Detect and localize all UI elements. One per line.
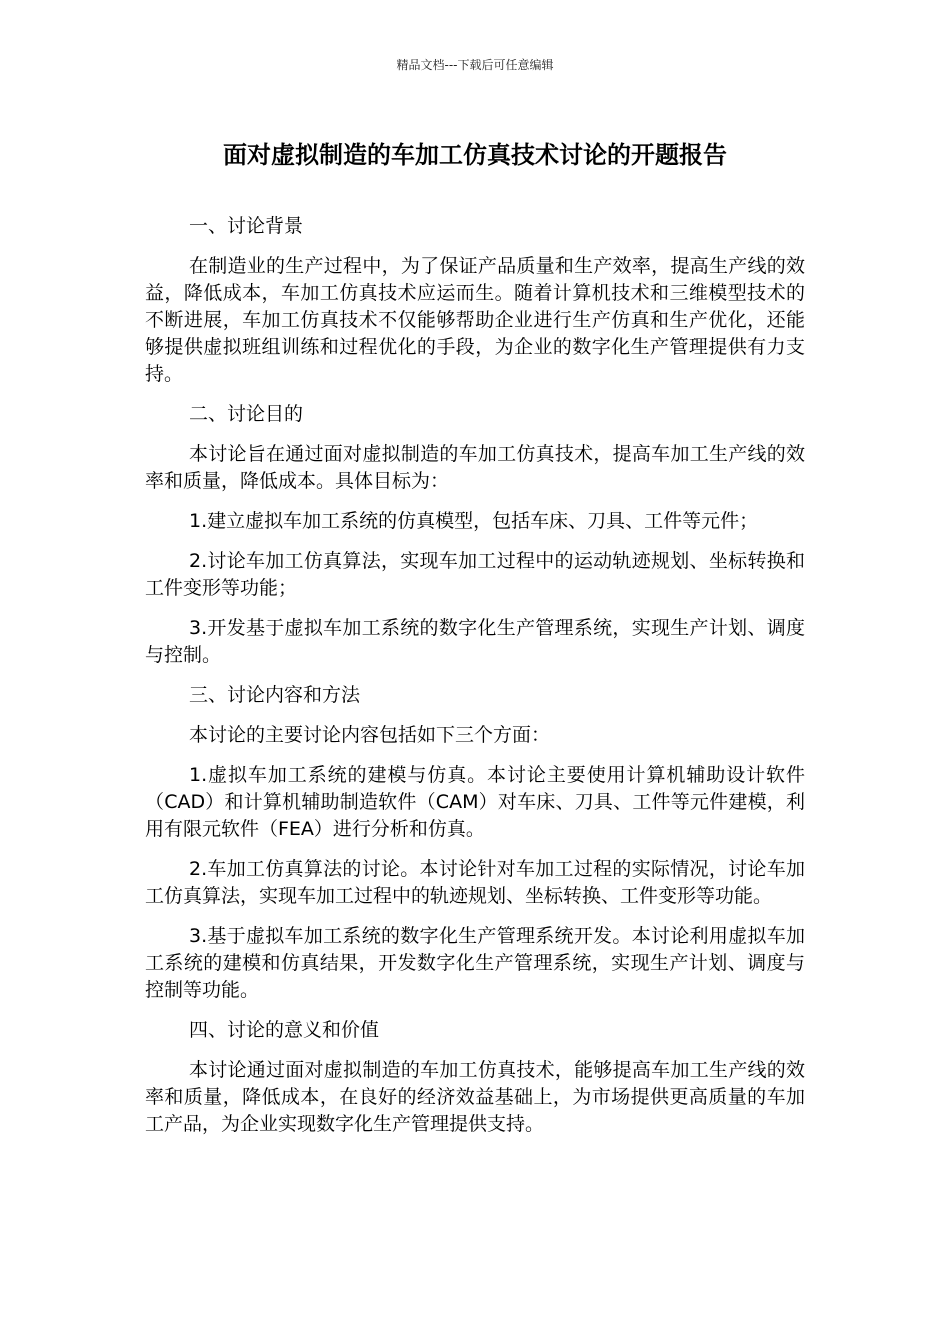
section-heading-significance: 四、讨论的意义和价值 [189,1019,380,1041]
purpose-goal-1: 1.建立虚拟车加工系统的仿真模型，包括车床、刀具、工件等元件； [189,510,759,532]
content-item-3: 3.基于虚拟车加工系统的数字化生产管理系统开发。本讨论利用虚拟车加工系统的建模和仿真结果，开发数字化生产管理系统，实现生产计划、调度与控制等功能。 [145,925,805,1001]
content-item-2: 2.车加工仿真算法的讨论。本讨论针对车加工过程的实际情况，讨论车加工仿真算法，实现车加工过程中的轨迹规划、坐标转换、工件变形等功能。 [145,858,805,907]
content-item-1: 1.虚拟车加工系统的建模与仿真。本讨论主要使用计算机辅助设计软件（CAD）和计算机辅助制造软件（CAM）对车床、刀具、工件等元件建模，利用有限元软件（FEA）进行分析和仿真。 [145,764,805,840]
document-title: 面对虚拟制造的车加工仿真技术讨论的开题报告 [223,141,727,169]
section-heading-purpose: 二、讨论目的 [189,403,304,425]
content-intro-paragraph: 本讨论的主要讨论内容包括如下三个方面： [189,724,551,746]
significance-paragraph: 本讨论通过面对虚拟制造的车加工仿真技术，能够提高车加工生产线的效率和质量，降低成本，在良好的经济效益基础上，为市场提供更高质量的车加工产品，为企业实现数字化生产管理提供支持。 [145,1059,805,1135]
purpose-paragraph: 本讨论旨在通过面对虚拟制造的车加工仿真技术，提高车加工生产线的效率和质量，降低成本。具体目标为： [145,443,805,492]
document-body [145,213,805,1151]
background-paragraph: 在制造业的生产过程中，为了保证产品质量和生产效率，提高生产线的效益，降低成本，车加工仿真技术应运而生。随着计算机技术和三维模型技术的不断进展，车加工仿真技术不仅能够帮助企业进行生产仿真和生产优化，还能够提供虚拟班组训练和过程优化的手段，为企业的数字化生产管理提供有力支持。 [145,255,805,385]
purpose-goal-3: 3.开发基于虚拟车加工系统的数字化生产管理系统，实现生产计划、调度与控制。 [145,617,805,666]
section-heading-content-method: 三、讨论内容和方法 [189,684,361,706]
page-header-note: 精品文档---下载后可任意编辑 [396,58,554,72]
section-heading-background: 一、讨论背景 [189,215,304,237]
purpose-goal-2: 2.讨论车加工仿真算法，实现车加工过程中的运动轨迹规划、坐标转换和工件变形等功能； [145,550,805,599]
